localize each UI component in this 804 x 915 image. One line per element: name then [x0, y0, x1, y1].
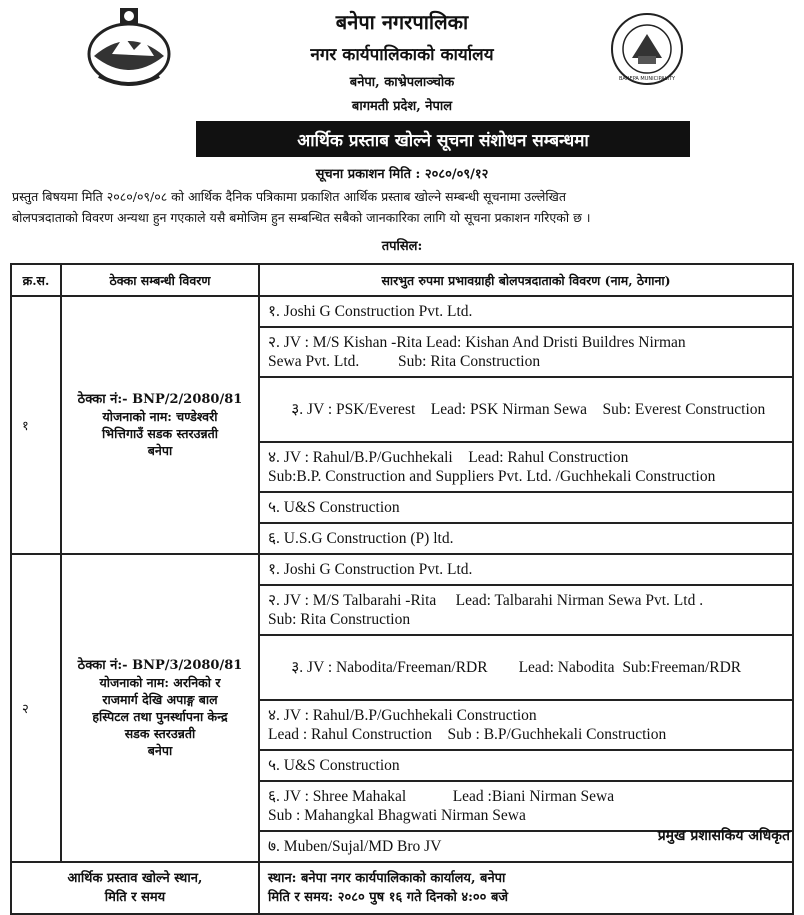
row-serial: २ [11, 554, 61, 862]
bidder-line: ४. JV : Rahul/B.P/Guchhekali Construction [268, 707, 537, 724]
opening-place: स्थान: बनेपा नगर कार्यपालिकाको कार्यालय, बनेपा [268, 871, 506, 886]
municipality-name: बनेपा नगरपालिका [335, 10, 469, 34]
bidder-cell [259, 635, 793, 700]
intro-line-1: प्रस्तुत बिषयमा मिति २०८०/०९/०८ को आर्थिक दैनिक पत्रिकामा प्रकाशित आर्थिक प्रस्ताब खोल्ने सम्बन्धी सूचनामा उल्लेखित [12, 189, 566, 204]
contract-details [61, 296, 259, 554]
bidder-line: ५. U&S Construction [268, 499, 400, 516]
table-header-row [11, 264, 793, 296]
bidder-line: ५. U&S Construction [268, 757, 400, 774]
table-row [11, 296, 793, 327]
bidder-cell [259, 750, 793, 781]
bidder-line: Sewa Pvt. Ltd. Sub: Rita Construction [268, 353, 541, 370]
header-bidders: सारभुत रुपमा प्रभावग्राही बोलपत्रदाताको विवरण (नाम, ठेगाना) [259, 264, 793, 296]
bidders-table [10, 263, 794, 915]
bidder-line: Sub:B.P. Construction and Suppliers Pvt. Ltd. /Guchhekali Construction [268, 468, 716, 485]
bidder-line: १. Joshi G Construction Pvt. Ltd. [268, 561, 473, 578]
contract-number: ठेक्का नं:- BNP/3/2080/81 [77, 658, 243, 673]
opening-label [11, 862, 259, 914]
project-name-line: भित्तिगाउँ सडक स्तरउन्नती [102, 426, 218, 441]
intro-line-2: बोलपत्रदाताको विवरण अन्यथा हुन गएकाले यसै बमोजिम हुन सम्बन्धित सबैको जानकारिका लागि यो सूचना प्रकाशन गरिएको छ । [12, 210, 591, 225]
signatory-title: प्रमुख प्रशासकिय अधिकृत [657, 828, 790, 844]
bidder-line: ३. JV : Nabodita/Freeman/RDR Lead: Nabodita Sub:Freeman/RDR [291, 659, 742, 676]
bidder-cell [259, 781, 793, 831]
contract-number: ठेक्का नं:- BNP/2/2080/81 [77, 392, 243, 407]
table-footer-row [11, 862, 793, 914]
project-name-line: हस्पिटल तथा पुनर्स्थापना केन्द्र [92, 709, 228, 724]
opening-label-line: आर्थिक प्रस्ताव खोल्ने स्थान, [67, 871, 203, 886]
project-name-line: योजनाको नाम: अरनिको र [99, 675, 221, 690]
bidder-line: Lead : Rahul Construction Sub : B.P/Guchhekali Construction [268, 726, 667, 743]
bidder-cell [259, 442, 793, 492]
project-name-line: राजमार्ग देखि अपाङ्ग बाल [102, 692, 218, 707]
bidder-line: १. Joshi G Construction Pvt. Ltd. [268, 303, 473, 320]
bidder-line: Sub: Rita Construction [268, 611, 411, 628]
contract-details [61, 554, 259, 862]
bidder-line: ३. JV : PSK/Everest Lead: PSK Nirman Sewa Sub: Everest Construction [291, 401, 766, 418]
publish-date: सूचना प्रकाशन मिति : २०८०/०९/१२ [315, 167, 489, 182]
bidder-line: ४. JV : Rahul/B.P/Guchhekali Lead: Rahul Construction [268, 449, 629, 466]
address-line-1: बनेपा, काभ्रेपलाञ्चोक [349, 75, 455, 90]
bidder-cell [259, 523, 793, 554]
header-contract: ठेक्का सम्बन्धी विवरण [61, 264, 259, 296]
bidder-cell [259, 554, 793, 585]
svg-text:BANEPA MUNICIPALITY: BANEPA MUNICIPALITY [618, 76, 676, 82]
bidder-cell [259, 492, 793, 523]
details-label: तपसिल: [381, 239, 423, 254]
header-sn: क्र.स. [11, 264, 61, 296]
opening-details [259, 862, 793, 914]
bidder-cell [259, 296, 793, 327]
bidder-line: २. JV : M/S Kishan -Rita Lead: Kishan And Dristi Buildres Nirman [268, 334, 686, 351]
opening-label-line: मिति र समय [104, 890, 166, 905]
intro-paragraph [12, 186, 794, 228]
project-name-line: बनेपा [147, 743, 173, 758]
project-name-line: बनेपा [147, 443, 173, 458]
row-serial: १ [11, 296, 61, 554]
table-row [11, 554, 793, 585]
bidder-line: २. JV : M/S Talbarahi -Rita Lead: Talbarahi Nirman Sewa Pvt. Ltd . [268, 592, 704, 609]
project-name-line: योजनाको नाम: चण्डेश्वरी [102, 409, 218, 424]
bidder-cell [259, 327, 793, 377]
office-name: नगर कार्यपालिकाको कार्यालय [310, 45, 494, 65]
address-line-2: बागमती प्रदेश, नेपाल [351, 99, 453, 114]
notice-title-banner: आर्थिक प्रस्ताब खोल्ने सूचना संशोधन सम्बन्धमा [196, 121, 690, 157]
bidder-line: Sub : Mahangkal Bhagwati Nirman Sewa [268, 807, 526, 824]
bidder-cell [259, 377, 793, 442]
opening-datetime: मिति र समय: २०८० पुष १६ गते दिनको ४:०० बजे [268, 890, 509, 905]
project-name-line: सडक स्तरउन्नती [124, 726, 196, 741]
bidder-cell [259, 700, 793, 750]
bidder-line: ६. U.S.G Construction (P) ltd. [268, 530, 454, 547]
bidder-cell [259, 585, 793, 635]
bidder-line: ७. Muben/Sujal/MD Bro JV [268, 838, 442, 855]
bidder-line: ६. JV : Shree Mahakal Lead :Biani Nirman Sewa [268, 788, 615, 805]
